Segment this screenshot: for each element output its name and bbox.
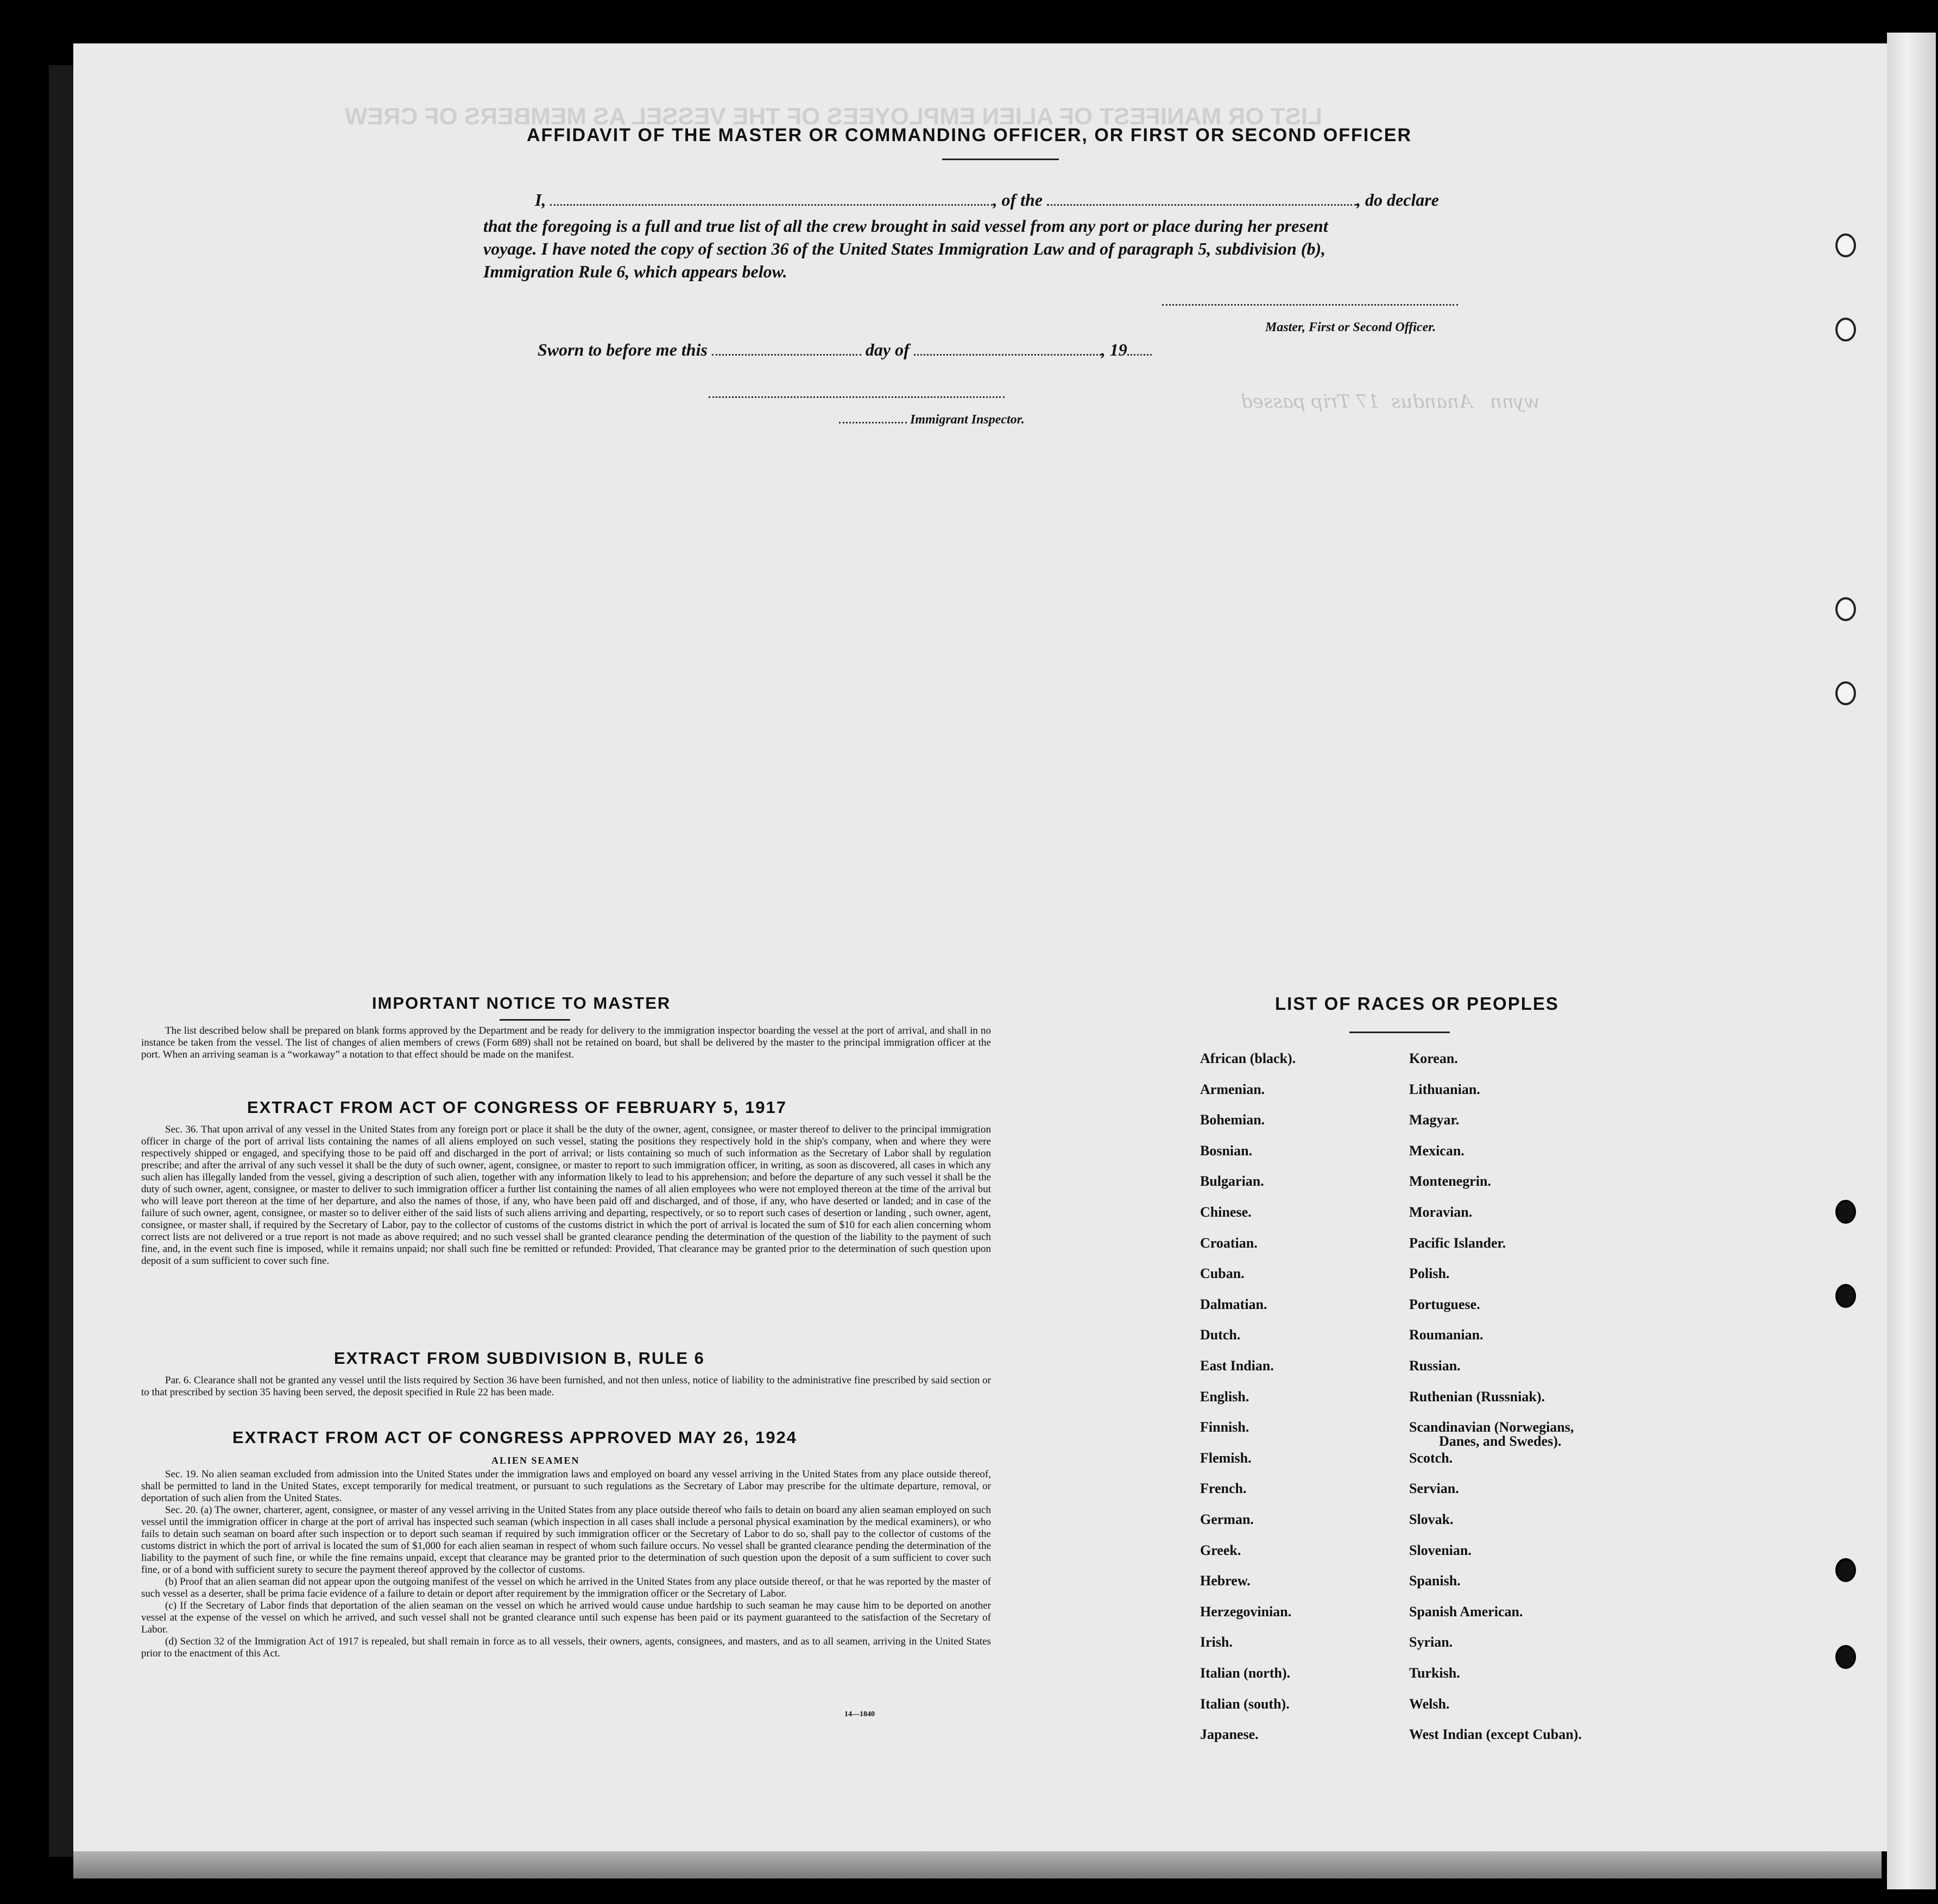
race-item: Danes, and Swedes).	[1439, 1433, 1562, 1450]
extract-1924-body	[141, 1469, 991, 1660]
master-signature-line[interactable]	[1162, 304, 1458, 306]
binder-hole	[1835, 1645, 1856, 1669]
notice-paragraph: The list described below shall be prepared on blank forms approved by the Department and be ready for delivery to the immigration inspector boarding the vessel at the port of arrival, and shall in no instance be taken from the vessel. The list of changes of alien members of crews (Form 689) shall not be retained on board, but shall be delivered by the master to the principal immigration officer at the port. When an arriving seaman is a “workaway” a notation to that effect should be made on the manifest.	[141, 1025, 991, 1060]
race-item: Pacific Islander.	[1409, 1235, 1506, 1251]
section-20a-paragraph: Sec. 20. (a) The owner, charterer, agent, consignee, or master of any vessel arriving in the United States from any place outside thereof who fails to detain on board any alien seaman employed on such vessel until the immigration officer in charge at the port of arrival has inspected such seaman (which inspection in all cases shall include a personal physical examination by the medical examiners), or who fails to detain such seaman on board after such inspection or to deport such seaman if required by such immigration officer or the Secretary of Labor to do so, shall pay to the collector of customs of the customs district in which the port of arrival is located the sum of $1,000 for each alien seaman in respect of whom such failure occurs. No vessel shall be granted clearance pending the determination of the liability to the payment of such fine, or while the fine remains unpaid, except that clearance may be granted prior to the determination of such question upon the deposit of a sum sufficient to cover such fine, or of a bond with sufficient surety to secure the payment thereof approved by the collector of customs.	[141, 1504, 991, 1576]
race-item: Dalmatian.	[1200, 1296, 1267, 1312]
race-item: Turkish.	[1409, 1665, 1460, 1681]
sworn-month-field[interactable]	[914, 354, 1101, 356]
affidavit-line1	[535, 190, 1439, 210]
binder-hole	[1835, 233, 1856, 257]
binder-hole	[1835, 597, 1856, 621]
race-item: Hebrew.	[1200, 1573, 1251, 1589]
page-right-edge	[1887, 33, 1936, 1889]
race-item: Greek.	[1200, 1542, 1241, 1558]
binder-hole	[1835, 1200, 1856, 1224]
affidavit-title-rule	[942, 159, 1059, 160]
race-item: Flemish.	[1200, 1450, 1252, 1466]
race-item: Italian (north).	[1200, 1665, 1291, 1681]
race-item: Croatian.	[1200, 1235, 1258, 1251]
sworn-day-field[interactable]	[712, 354, 861, 356]
race-item: Bohemian.	[1200, 1112, 1265, 1128]
races-title: LIST OF RACES OR PEOPLES	[1275, 994, 1559, 1014]
race-item: Bosnian.	[1200, 1142, 1253, 1159]
race-item: Portuguese.	[1409, 1296, 1480, 1312]
race-item: Polish.	[1409, 1266, 1450, 1282]
binder-hole	[1835, 1558, 1856, 1582]
master-signature-label: Master, First or Second Officer.	[1265, 320, 1436, 334]
form-number: 14—1840	[844, 1710, 875, 1718]
sworn-label: Sworn to before me this	[538, 340, 708, 359]
race-item: Scandinavian (Norwegians,	[1409, 1419, 1574, 1435]
sworn-year-field[interactable]	[1127, 354, 1152, 356]
race-item: Japanese.	[1200, 1726, 1259, 1743]
binder-hole	[1835, 681, 1856, 705]
race-item: Italian (south).	[1200, 1696, 1290, 1712]
bleed-through-handwriting: wynn Anandus 17 Trip passed	[1241, 391, 1541, 413]
inspector-label-text: Immigrant Inspector.	[910, 413, 1025, 427]
race-item: Armenian.	[1200, 1081, 1265, 1097]
race-item: Russian.	[1409, 1358, 1461, 1374]
race-item: East Indian.	[1200, 1358, 1274, 1374]
year-label: , 19	[1101, 340, 1127, 359]
race-item: Korean.	[1409, 1051, 1458, 1066]
notice-title: IMPORTANT NOTICE TO MASTER	[372, 994, 671, 1013]
binder-hole	[1835, 318, 1856, 341]
race-item: Magyar.	[1409, 1112, 1460, 1128]
affidavit-line2: that the foregoing is a full and true list of all the crew brought in said vessel from any port or place during her present	[483, 216, 1328, 236]
section-36-paragraph: Sec. 36. That upon arrival of any vessel in the United States from any foreign port or place it shall be the duty of the owner, agent, consignee, or master thereof to deliver to the principal immigration officer in charge of the port of arrival lists containing the names of all aliens employed on such vessel, stating the positions they respectively hold in the ship's company, when and where they were respectively shipped or engaged, and specifying those to be paid off and discharged in the port of arrival; or lists containing so much of such information as the Secretary of Labor shall by regulation prescribe; and after the arrival of any such vessel it shall be the duty of such owner, agent, consignee, or master to report to such immigration officer, in writing, as soon as discovered, all cases in which any such alien has illegally landed from the vessel, giving a description of such alien, together with any information likely to lead to his apprehension; and before the departure of any such vessel it shall be the duty of such owner, agent, consignee, or master to deliver to such immigration officer a further list containing the names of all alien employees who were not employed thereon at the time of the arrival but who will leave port thereon at the time of her departure, and also the names of those, if any, who have been paid off and discharged, and of those, if any, who have deserted or landed; and in case of the failure of such owner, agent, consignee, or master so to deliver either of the said lists of such aliens arriving and departing, respectively, or so to report such cases of desertion or landing , such owner, agent, consignee, or master shall, if required by the Secretary of Labor, pay to the collector of customs of the customs district in which the port of arrival is located the sum of $10 for each alien concerning whom correct lists are not delivered or a true report is not made as above required; and no such vessel shall be granted clearance pending the determination of the question of the liability to the payment of such fine, and, in the event such fine is imposed, while it remains unpaid; nor shall such fine be remitted or refunded: Provided, That clearance may be granted prior to the determination of such question upon deposit of a sum sufficient to cover such fine.	[141, 1124, 991, 1267]
race-item: Welsh.	[1409, 1696, 1450, 1712]
alien-seamen-subtitle: ALIEN SEAMEN	[491, 1455, 580, 1466]
race-item: African (black).	[1200, 1051, 1296, 1066]
race-item: German.	[1200, 1511, 1254, 1527]
extract-rule6-title: EXTRACT FROM SUBDIVISION B, RULE 6	[334, 1349, 705, 1368]
section-20d-paragraph: (d) Section 32 of the Immigration Act of 1917 is repealed, but shall remain in force as to all vessels, their owners, agents, consignees, and masters, and as to all seamen, arriving in the United States prior to the enactment of this Act.	[141, 1636, 991, 1659]
name-field[interactable]	[550, 204, 993, 206]
race-item: Servian.	[1409, 1481, 1459, 1497]
bleed-through-text: LIST OR MANIFEST OF ALIEN EMPLOYEES OF THE VESSEL AS MEMBERS OF CREW	[345, 103, 1323, 130]
day-of-label: day of	[865, 340, 910, 359]
race-item: Spanish American.	[1409, 1603, 1523, 1620]
document-sheet	[73, 43, 1887, 1851]
extract-1917-body	[141, 1124, 991, 1267]
race-item: West Indian (except Cuban).	[1409, 1726, 1582, 1743]
extract-1917-title: EXTRACT FROM ACT OF CONGRESS OF FEBRUARY 5, 1917	[247, 1098, 787, 1117]
races-title-rule	[1349, 1032, 1450, 1033]
inspector-signature-label	[839, 413, 1025, 427]
notice-body	[141, 1025, 991, 1061]
affidavit-line3: voyage. I have noted the copy of section 36 of the United States Immigration Law and of paragraph 5, subdivision (b),	[483, 239, 1326, 258]
notice-title-rule	[500, 1019, 570, 1021]
race-item: Cuban.	[1200, 1266, 1245, 1282]
binder-hole	[1835, 1284, 1856, 1308]
race-item: Finnish.	[1200, 1419, 1249, 1435]
race-item: Slovenian.	[1409, 1542, 1472, 1558]
inspector-signature-line[interactable]	[709, 396, 1005, 398]
extract-1924-title: EXTRACT FROM ACT OF CONGRESS APPROVED MAY 26, 1924	[232, 1428, 797, 1447]
race-item: Dutch.	[1200, 1327, 1241, 1343]
race-item: Chinese.	[1200, 1204, 1252, 1220]
race-item: Roumanian.	[1409, 1327, 1484, 1343]
race-item: Syrian.	[1409, 1634, 1453, 1650]
section-19-paragraph: Sec. 19. No alien seaman excluded from admission into the United States under the immigration laws and employed on board any vessel arriving in the United States from any place outside thereof, shall be permitted to land in the United States, except temporarily for medical treatment, or pursuant to such regulations as the Secretary of Labor may prescribe for the ultimate departure, removal, or deportation of such alien from the United States.	[141, 1469, 991, 1504]
section-20c-paragraph: (c) If the Secretary of Labor finds that deportation of the alien seaman on the vessel on which he arrived would cause undue hardship to such seaman he may cause him to be deported on another vessel at the expense of the vessel on which he arrived, and such vessel shall not be granted clearance until such expense has been paid or its payment guaranteed to the satisfaction of the Secretary of Labor.	[141, 1600, 991, 1635]
paragraph-6: Par. 6. Clearance shall not be granted any vessel until the lists required by Section 36 have been furnished, and not then unless, notice of liability to the administrative fine prescribed by said section or to that prescribed by section 35 having been served, the deposit specified in Rule 22 has been made.	[141, 1375, 991, 1398]
race-item: Slovak.	[1409, 1511, 1454, 1527]
sworn-line	[538, 340, 1152, 360]
race-item: Montenegrin.	[1409, 1173, 1491, 1190]
affidavit-i-label: I,	[535, 190, 546, 210]
race-item: Ruthenian (Russniak).	[1409, 1388, 1545, 1405]
section-20b-paragraph: (b) Proof that an alien seaman did not appear upon the outgoing manifest of the vessel on which he arrived in the United States from any place outside thereof, or that he was reported by the master of such vessel as a deserter, shall be prima facie evidence of a failure to detain or deport after requirement by the immigration officer or the Secretary of Labor.	[141, 1576, 991, 1599]
race-item: Herzegovinian.	[1200, 1603, 1292, 1620]
affidavit-title: AFFIDAVIT OF THE MASTER OR COMMANDING OFFICER, OR FIRST OR SECOND OFFICER	[527, 125, 1412, 146]
page-left-edge	[49, 65, 73, 1857]
of-the-label: , of the	[993, 190, 1043, 210]
race-item: Lithuanian.	[1409, 1081, 1480, 1097]
race-item: French.	[1200, 1481, 1247, 1497]
race-item: English.	[1200, 1388, 1249, 1405]
race-item: Bulgarian.	[1200, 1173, 1264, 1190]
race-item: Irish.	[1200, 1634, 1233, 1650]
extract-rule6-body	[141, 1375, 991, 1399]
inspector-dots	[839, 422, 907, 423]
affidavit-line4: Immigration Rule 6, which appears below.	[483, 262, 787, 281]
declare-label: , do declare	[1356, 190, 1439, 210]
race-item: Mexican.	[1409, 1142, 1464, 1159]
race-item: Moravian.	[1409, 1204, 1473, 1220]
vessel-field[interactable]	[1047, 204, 1356, 206]
race-item: Scotch.	[1409, 1450, 1453, 1466]
race-item: Spanish.	[1409, 1573, 1461, 1589]
